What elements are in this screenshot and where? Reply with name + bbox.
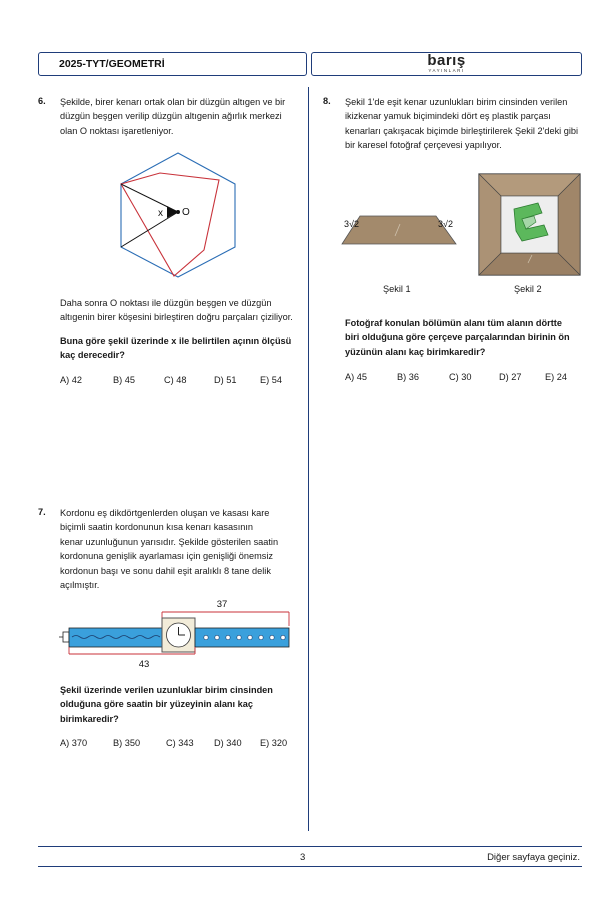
q8-choice-b[interactable]: B) 36 (397, 372, 419, 382)
q7-text: Kordonu eş dikdörtgenlerden oluşan ve kasası kare biçimli saatin kordonunun kısa kenarı kasasının kenar uzunluğunun yarısıdır. Şekilde gösterilen saatin kordonuna genişlik ayarlaması için genişliği önemsiz kordonun başı ve sonu dahil eşit aralıklı 8 tane delik açılmıştır. (60, 508, 279, 591)
q7-choice-c[interactable]: C) 343 (166, 738, 194, 748)
publisher-sub: YAYINLARI (428, 68, 465, 73)
q7-choice-a[interactable]: A) 370 (60, 738, 88, 748)
header-right-box (311, 52, 582, 76)
q8-choices (345, 372, 585, 386)
label-o: O (182, 207, 190, 218)
publisher-name: barış (427, 52, 466, 69)
segment-o-pent-vertex (121, 212, 178, 247)
q7-choices (60, 738, 300, 752)
q8-figure-1 (340, 210, 460, 250)
q7-choice-e[interactable]: E) 320 (260, 738, 288, 748)
q8-choice-c[interactable]: C) 30 (449, 372, 472, 382)
label-x: x (158, 208, 163, 219)
label-37: 37 (216, 599, 228, 610)
q6-choice-e[interactable]: E) 54 (260, 375, 282, 385)
q8-choice-e[interactable]: E) 24 (545, 372, 567, 382)
q8-number: 8. (323, 96, 331, 106)
page-number: 3 (300, 852, 306, 863)
q6-number: 6. (38, 96, 46, 106)
q7-choice-b[interactable]: B) 350 (113, 738, 141, 748)
q6-figure (112, 150, 244, 280)
footer-line-top (38, 846, 582, 847)
pentagon-shape (121, 173, 219, 276)
q7-choice-d[interactable]: D) 340 (214, 738, 242, 748)
buckle (63, 632, 69, 642)
right-strap (195, 628, 289, 647)
left-strap (69, 628, 162, 647)
q8-text: Şekil 1'de eşit kenar uzunlukları birim cinsinden verilen ikizkenar yamuk biçimindeki dört eş plastik parçası kenarları çakışacak biçimde birleştirilerek Şekil 2'deki gibi bir karesel fotoğraf çerçevesi yapılıyor. (345, 97, 579, 151)
point-o (176, 210, 180, 214)
q8-figure-2 (478, 173, 581, 276)
q6-question: Buna göre şekil üzerinde x ile belirtilen açının ölçüsü kaç derecedir? (60, 336, 292, 361)
q7-question: Şekil üzerinde verilen uzunluklar birim cinsinden olduğuna göre saatin bir yüzeyinin alanı kaç birimkaredir? (60, 685, 273, 724)
q6-choice-b[interactable]: B) 45 (113, 375, 135, 385)
column-divider (308, 87, 309, 831)
caption-sekil-1: Şekil 1 (383, 284, 411, 294)
q8-choice-d[interactable]: D) 27 (499, 372, 522, 382)
next-page-note: Diğer sayfaya geçiniz. (487, 852, 580, 863)
q6-choice-c[interactable]: C) 48 (164, 375, 187, 385)
q8-question: Fotoğraf konulan bölümün alanı tüm alanın dörtte biri olduğuna göre çerçeve parçalarından birinin ön yüzünün alanı kaç birimkaredir? (345, 318, 570, 357)
label-left-side: 3√2 (344, 219, 359, 229)
q6-text: Şekilde, birer kenarı ortak olan bir düzgün altıgen ve bir düzgün beşgen verilip düzgün altıgenin ağırlık merkezi olan O noktası işaretleniyor. (60, 97, 286, 136)
label-43: 43 (138, 659, 150, 670)
q6-choice-a[interactable]: A) 42 (60, 375, 82, 385)
q8-choice-a[interactable]: A) 45 (345, 372, 367, 382)
q7-number: 7. (38, 507, 46, 517)
publisher-logo (312, 54, 581, 73)
q6-choice-d[interactable]: D) 51 (214, 375, 237, 385)
q6-choices (60, 375, 300, 389)
q7-watch-figure (58, 596, 298, 672)
exam-title: 2025-TYT/GEOMETRİ (59, 58, 165, 70)
caption-sekil-2: Şekil 2 (514, 284, 542, 294)
hexagon-shape (121, 153, 235, 277)
q6-text2: Daha sonra O noktası ile düzgün beşgen ve düzgün altıgenin birer köşesini birleştiren doğru parçaları çiziliyor. (60, 298, 293, 323)
header-left-box (38, 52, 307, 76)
footer-line-bottom (38, 866, 582, 867)
label-right-side: 3√2 (438, 219, 453, 229)
